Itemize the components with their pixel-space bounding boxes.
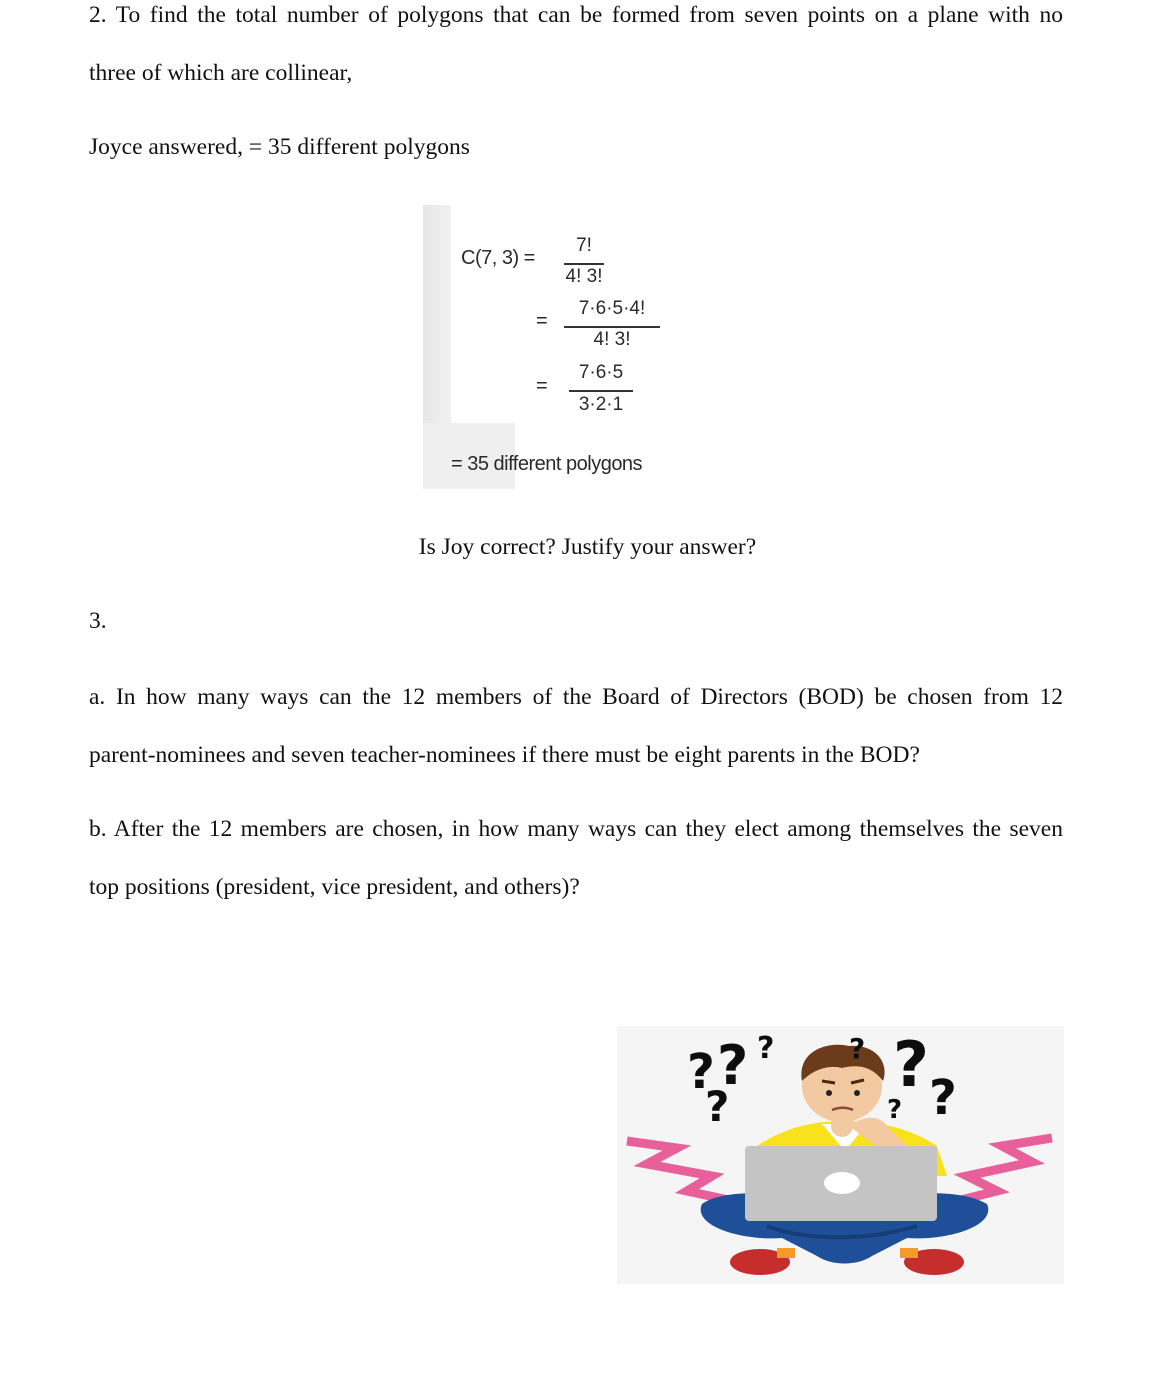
question-3a-text [89,668,1063,784]
question-2-line-1: 2. To find the total number of polygons that can be formed from seven points on a plane with no [89,2,1063,28]
svg-text:?: ? [705,1082,730,1131]
question-2-text [89,0,1063,102]
question-2-prompt: Is Joy correct? Justify your answer? [418,534,757,560]
question-3a-line-1: a. In how many ways can the 12 members of the Board of Directors (BOD) be chosen from 12 [89,684,1063,710]
formula-step3-equals: = [536,375,548,397]
confused-student-illustration [617,1026,1064,1284]
formula-step1-denominator: 4! 3! [565,266,603,287]
combination-formula-image [423,205,703,489]
svg-text:?: ? [687,1044,715,1100]
formula-lhs: C(7, 3) = [461,247,535,269]
confused-student-laptop-icon [617,1026,1064,1284]
question-3b-line-1: b. After the 12 members are chosen, in how many ways can they elect among themselves the seven [89,816,1063,842]
question-2-line-2: three of which are collinear, [89,60,353,86]
formula-step2-numerator: 7·6·5·4! [578,298,646,319]
question-3b-line-2: top positions (president, vice president, and others)? [89,874,580,900]
formula-step3-bar [569,390,633,392]
formula-result: = 35 different polygons [451,453,643,475]
svg-text:?: ? [893,1028,929,1101]
formula-step3-numerator: 7·6·5 [578,362,624,383]
question-3b-text [89,800,1063,916]
formula-step1-numerator: 7! [576,235,592,256]
formula-step2-equals: = [536,310,548,332]
formula-step1-bar [564,263,604,265]
joyce-answer: Joyce answered, = 35 different polygons [89,134,470,160]
svg-text:?: ? [849,1032,866,1065]
question-3-number: 3. [89,608,107,634]
svg-text:?: ? [887,1095,903,1125]
svg-text:?: ? [757,1031,775,1066]
svg-text:?: ? [929,1070,957,1126]
formula-step2-bar [564,326,660,328]
formula-step2-denominator: 4! 3! [593,329,631,350]
svg-text:?: ? [717,1034,749,1097]
formula-step3-denominator: 3·2·1 [578,394,624,415]
question-3a-line-2: parent-nominees and seven teacher-nominees if there must be eight parents in the BOD? [89,742,920,768]
